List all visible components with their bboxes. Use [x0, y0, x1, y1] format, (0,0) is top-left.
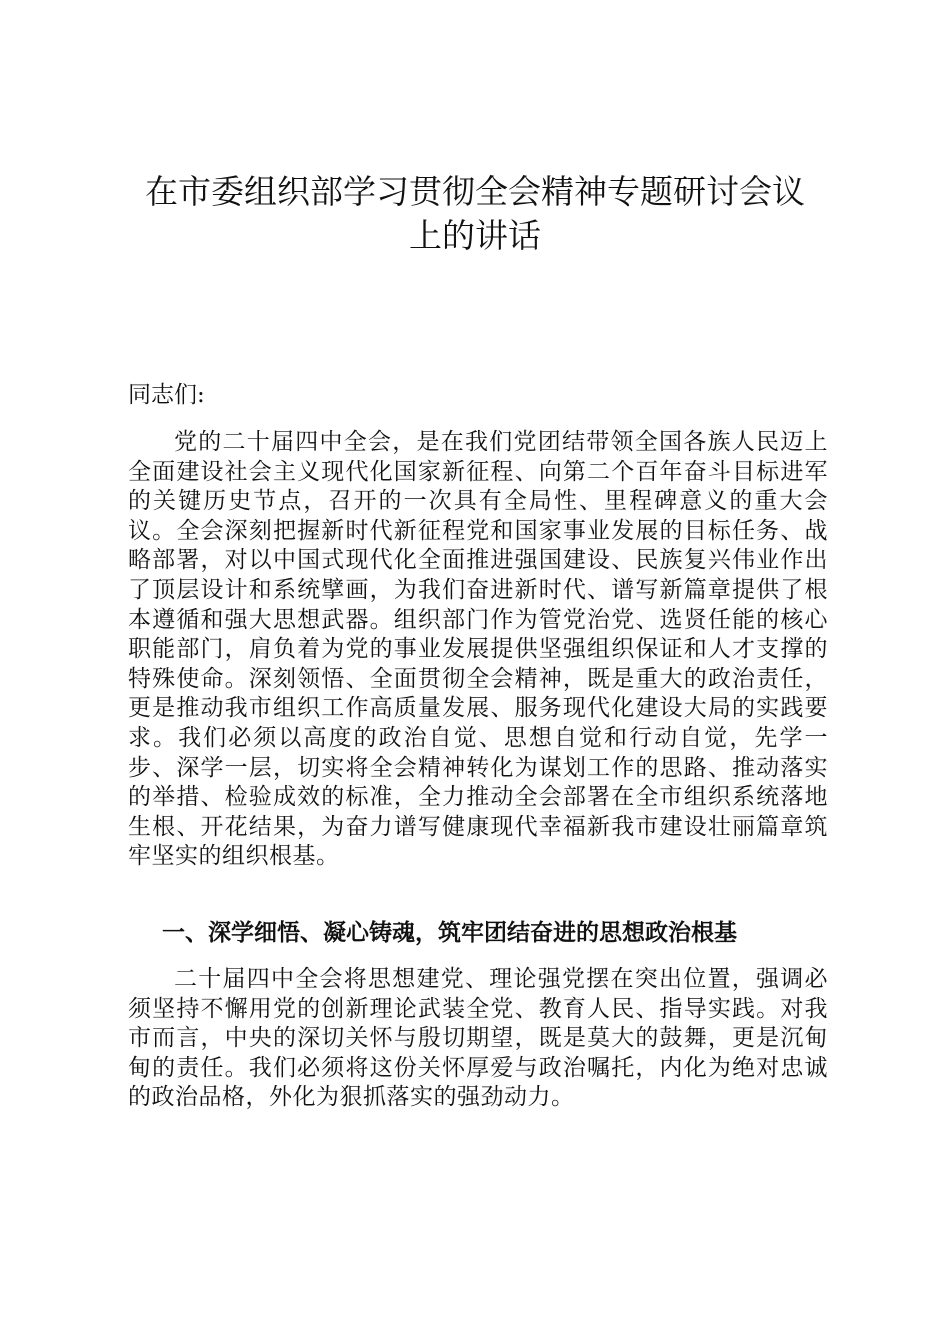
section-heading-1: 一、深学细悟、凝心铸魂，筑牢团结奋进的思想政治根基	[162, 920, 737, 946]
body-paragraph-2: 二十届四中全会将思想建党、理论强党摆在突出位置，强调必须坚持不懈用党的创新理论武装全党、教育人民、指导实践。对我市而言，中央的深切关怀与殷切期望，既是莫大的鼓舞，更是沉甸甸的责任。我们必须将这份关怀厚爱与政治嘱托，内化为绝对忠诚的政治品格，外化为狠抓落实的强劲动力。	[128, 966, 828, 1111]
document-title	[110, 170, 840, 258]
salutation: 同志们:	[128, 382, 205, 408]
body-paragraph-1: 党的二十届四中全会，是在我们党团结带领全国各族人民迈上全面建设社会主义现代化国家新征程、向第二个百年奋斗目标进军的关键历史节点，召开的一次具有全局性、里程碑意义的重大会议。全会深刻把握新时代新征程党和国家事业发展的目标任务、战略部署，对以中国式现代化全面推进强国建设、民族复兴伟业作出了顶层设计和系统擘画，为我们奋进新时代、谱写新篇章提供了根本遵循和强大思想武器。组织部门作为管党治党、选贤任能的核心职能部门，肩负着为党的事业发展提供坚强组织保证和人才支撑的特殊使命。深刻领悟、全面贯彻全会精神，既是重大的政治责任，更是推动我市组织工作高质量发展、服务现代化建设大局的实践要求。我们必须以高度的政治自觉、思想自觉和行动自觉，先学一步、深学一层，切实将全会精神转化为谋划工作的思路、推动落实的举措、检验成效的标准，全力推动全会部署在全市组织系统落地生根、开花结果，为奋力谱写健康现代幸福新我市建设壮丽篇章筑牢坚实的组织根基。	[128, 429, 828, 870]
title-line-2: 上的讲话	[409, 216, 541, 255]
title-line-1: 在市委组织部学习贯彻全会精神专题研讨会议	[145, 172, 805, 211]
